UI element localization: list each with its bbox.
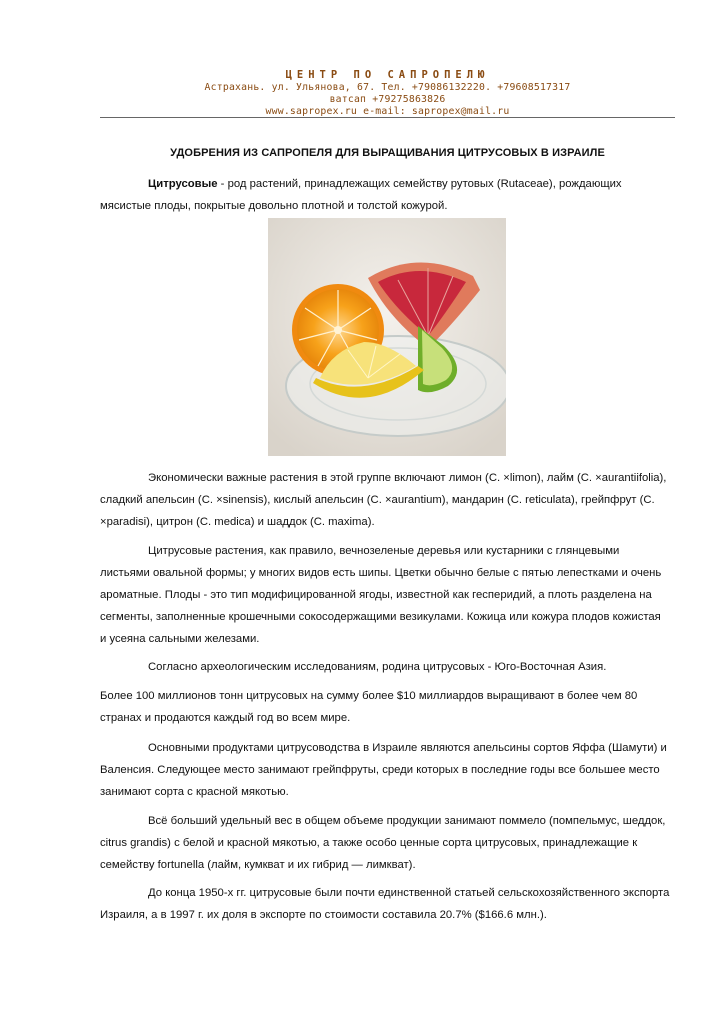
export-paragraph: До конца 1950-х гг. цитрусовые были почти единственной статьей сельскохозяйственного экспорта Израиля, а в 1997 г. их доля в экспорте по стоимости составила 20.7% ($166.6 млн.). (100, 887, 670, 921)
page-title: УДОБРЕНИЯ ИЗ САПРОПЕЛЯ ДЛЯ ВЫРАЩИВАНИЯ ЦИТРУСОВЫХ В ИЗРАИЛЕ (170, 147, 605, 159)
address-line: Астрахань. ул. Ульянова, 67. Тел. +79086132220. +79608517317 (204, 82, 571, 93)
pomelo-paragraph: Всё больший удельный вес в общем объеме продукции занимают поммело (помпельмус, шеддок, citrus grandis) с белой и красной мякотью, а также особо ценные сорта цитрусовых, принадлежащие к семейству fortunella (лайм, кумкват и их гибрид — лимкват). (100, 815, 666, 871)
letterhead (100, 68, 675, 118)
intro-text: - род растений, принадлежащих семейству рутовых (Rutaceae), рождающих мясистые плоды, покрытые довольно плотной и толстой кожурой. (100, 178, 622, 212)
header-divider (100, 117, 675, 118)
production-paragraph: Более 100 миллионов тонн цитрусовых на сумму более $10 миллиардов выращивают в более чем 80 странах и продаются каждый год во всем мире. (100, 690, 638, 724)
intro-term: Цитрусовые (148, 178, 218, 190)
web-email-line: www.sapropex.ru e-mail: sapropex@mail.ru (265, 106, 510, 117)
brand-name: ЦЕНТР ПО САПРОПЕЛЮ (285, 69, 490, 81)
whatsapp-line: ватсап +79275863826 (329, 94, 446, 105)
species-paragraph: Экономически важные растения в этой группе включают лимон (C. ×limon), лайм (C. ×aurantiifolia), сладкий апельсин (C. ×sinensis), кислый апельсин (C. ×aurantium), мандарин (C. reticulata), грейпфрут (C. ×paradisi), цитрон (C. medica) и шаддок (C. maxima). (100, 472, 667, 528)
intro-paragraph (100, 173, 670, 217)
description-paragraph: Цитрусовые растения, как правило, вечнозеленые деревья или кустарники с глянцевыми листьями овальной формы; у многих видов есть шипы. Цветки обычно белые с пятью лепестками и очень ароматные. Плоды - это тип модифицированной ягоды, известной как гесперидий, а плоть разделена на сегменты, заполненные крошечными сокосодержащими везикулами. Кожица или кожура плодов кожистая и усеяна сальными железами. (100, 545, 662, 645)
citrus-plate-illustration (268, 218, 506, 456)
origin-paragraph: Согласно археологическим исследованиям, родина цитрусовых - Юго-Восточная Азия. (148, 661, 607, 673)
israel-products-paragraph: Основными продуктами цитрусоводства в Израиле являются апельсины сортов Яффа (Шамути) и Валенсия. Следующее место занимают грейпфруты, среди которых в последние годы все большее место занимают сорта с красной мякотью. (100, 742, 667, 798)
citrus-photo (268, 218, 506, 456)
